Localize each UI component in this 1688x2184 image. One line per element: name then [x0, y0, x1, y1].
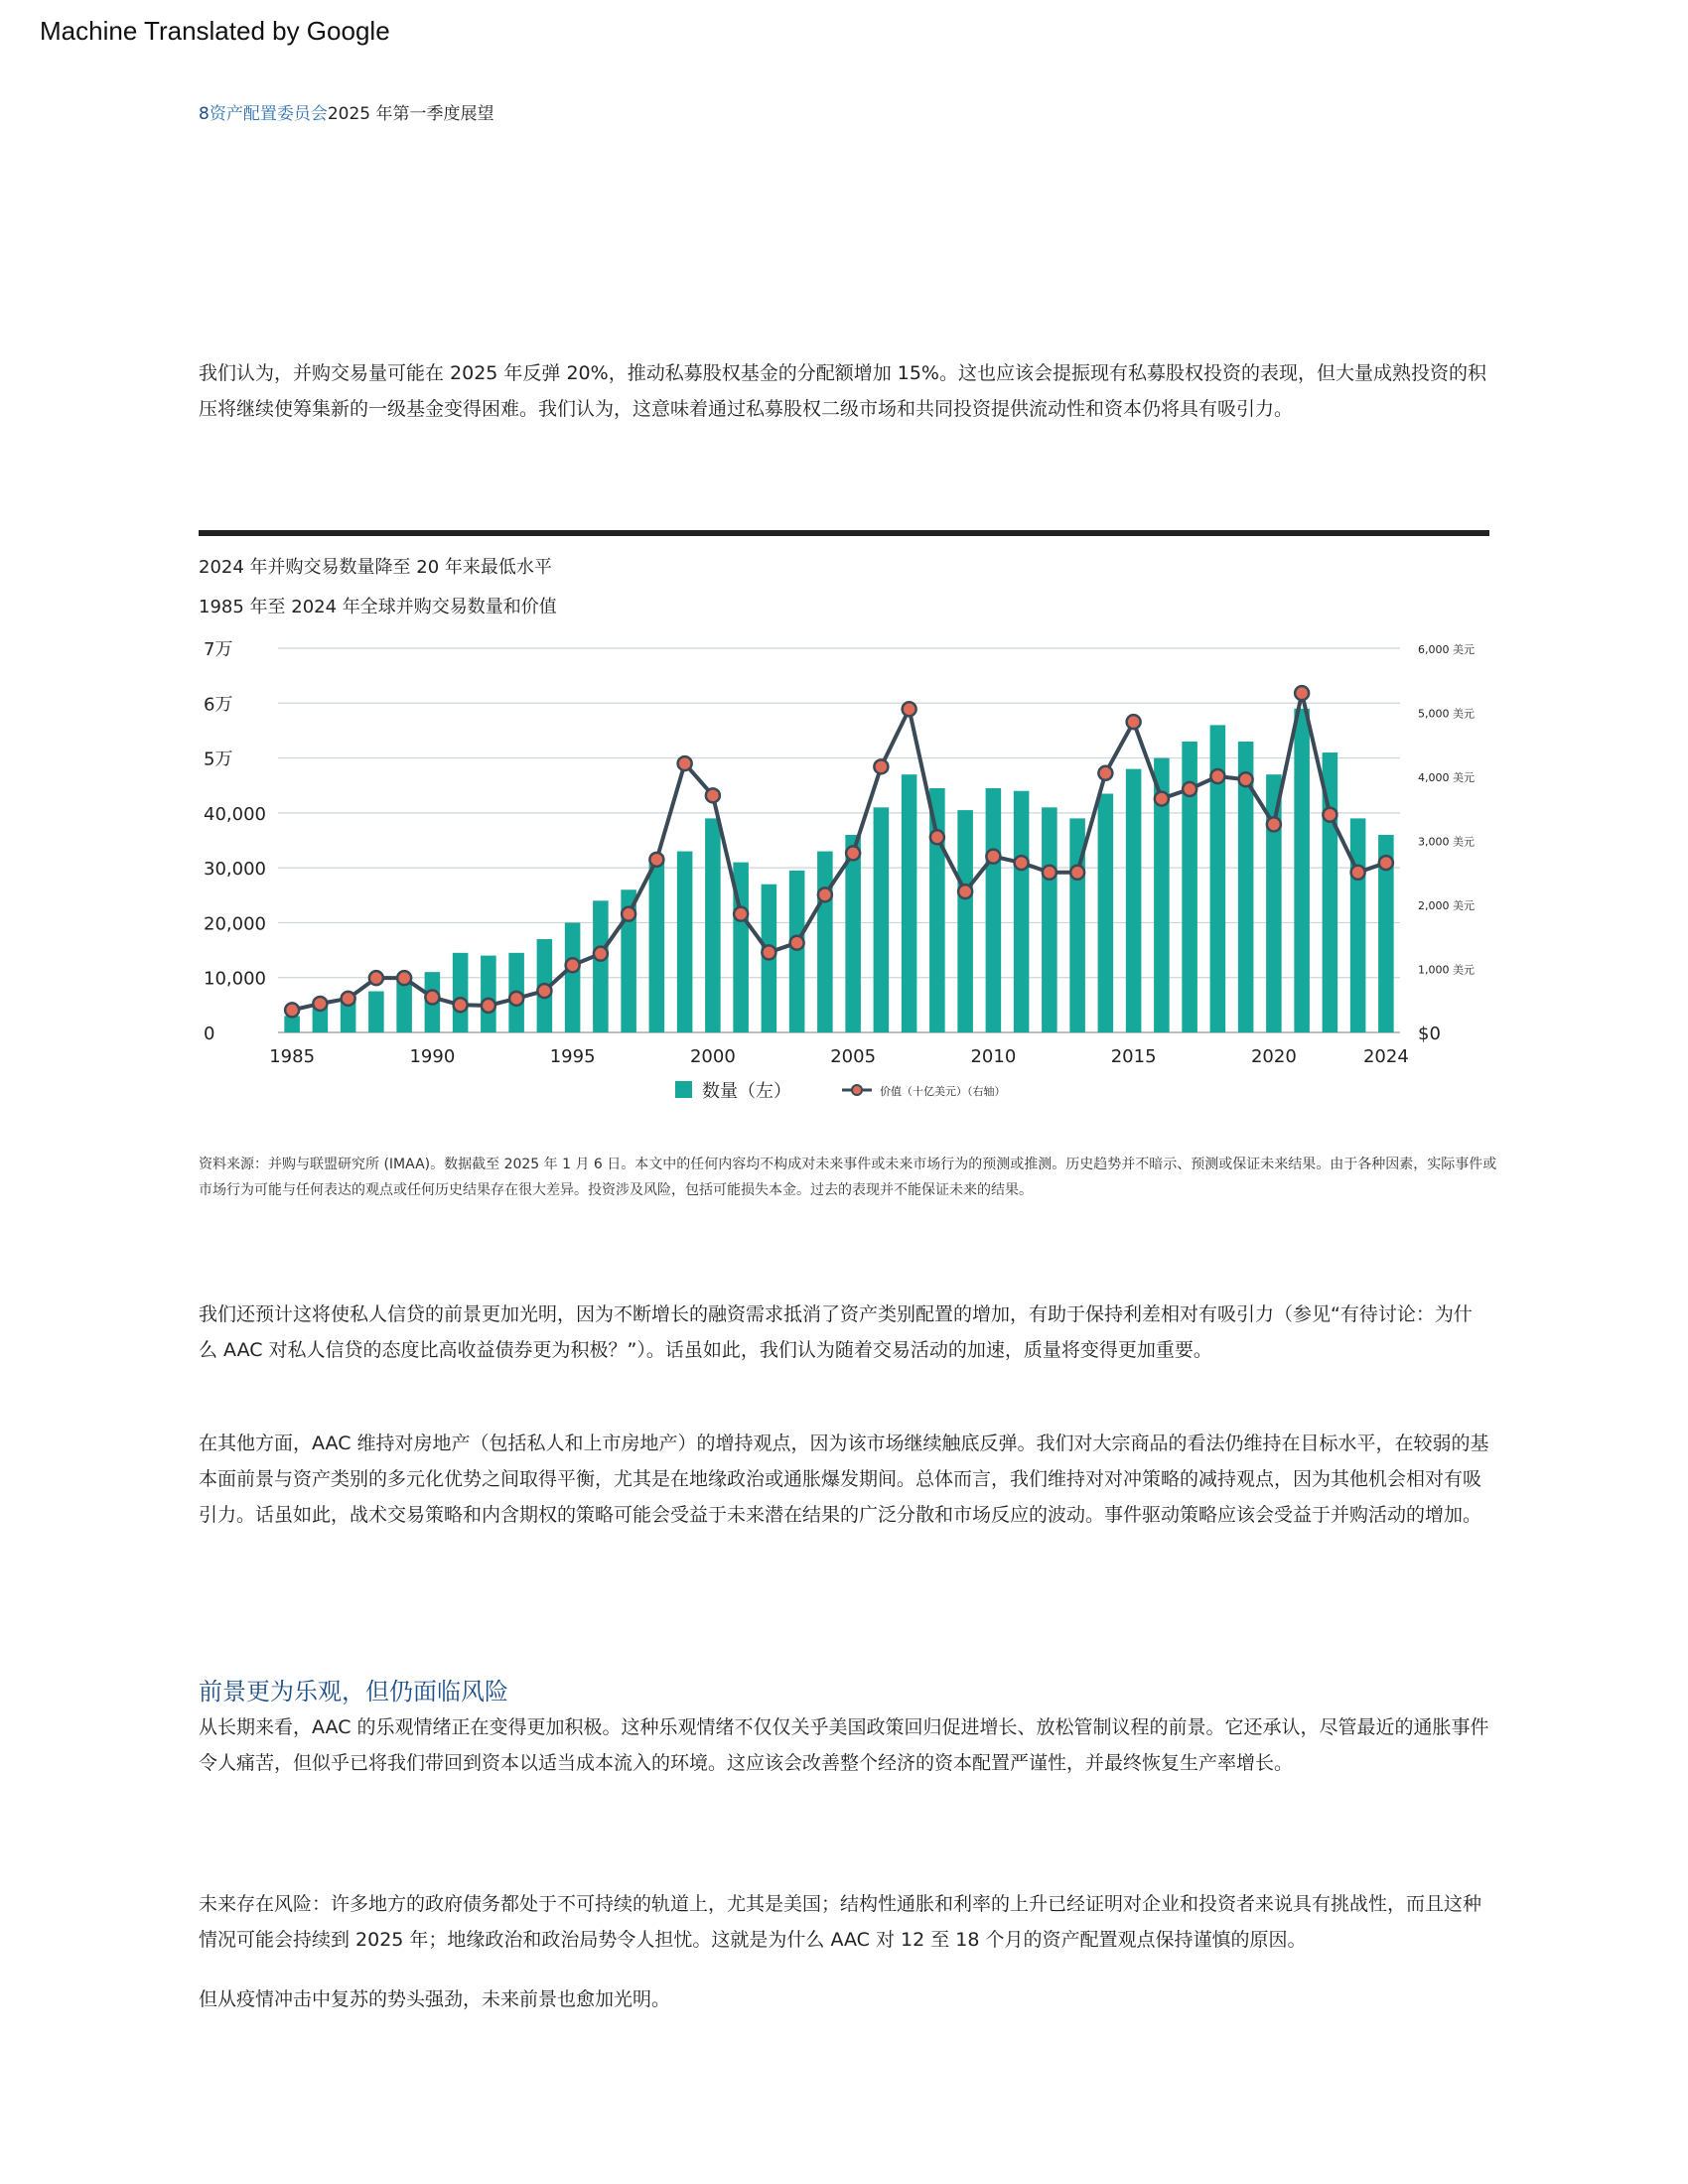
value-point-1998 [649, 853, 663, 867]
x-tick-label: 2010 [970, 1046, 1017, 1067]
value-point-2009 [958, 885, 972, 898]
value-point-1999 [678, 756, 692, 770]
bar-2014 [1098, 794, 1114, 1032]
chart-subtitle: 1985 年至 2024 年全球并购交易数量和价值 [199, 597, 557, 617]
value-point-2001 [734, 907, 748, 921]
bar-2003 [789, 871, 805, 1032]
bar-2020 [1266, 774, 1282, 1032]
bar-2013 [1069, 818, 1085, 1032]
value-point-2003 [790, 936, 804, 950]
value-point-2016 [1155, 792, 1169, 806]
machine-translation-banner: Machine Translated by Google [40, 16, 390, 46]
bar-2007 [902, 774, 917, 1032]
private-credit-paragraph: 我们还预计这将使私人信贷的前景更加光明，因为不断增长的融资需求抵消了资产类别配置的增加，有助于保持利差相对有吸引力（参见“有待讨论：为什么 AAC 对私人信贷的态度比高收益债券更为积极？”）。话虽如此，我们认为随着交易活动的加速，质量将变得更加重要。 [199, 1303, 1473, 1361]
bar-1991 [453, 953, 469, 1032]
right-tick-label: 3,000 美元 [1418, 835, 1475, 849]
value-point-2004 [818, 887, 832, 901]
value-point-2000 [706, 788, 720, 802]
value-point-1995 [566, 958, 580, 972]
value-point-1988 [369, 971, 383, 985]
left-tick-label: 10,000 [204, 968, 266, 990]
legend-line-marker [852, 1085, 862, 1095]
value-point-1997 [622, 907, 635, 921]
bar-2010 [986, 788, 1002, 1032]
bar-2001 [733, 863, 749, 1032]
value-point-2015 [1127, 715, 1141, 729]
value-point-1994 [537, 984, 551, 998]
bar-2000 [705, 818, 721, 1032]
bar-1998 [649, 863, 665, 1032]
header-title: 2025 年第一季度展望 [327, 104, 494, 124]
chart-title: 2024 年并购交易数量降至 20 年来最低水平 [199, 557, 552, 578]
bar-2004 [817, 852, 833, 1032]
bar-2024 [1378, 835, 1394, 1032]
value-point-2024 [1379, 856, 1393, 870]
value-point-1991 [454, 998, 468, 1012]
value-point-2020 [1267, 817, 1281, 831]
value-point-1987 [342, 992, 355, 1006]
bar-1992 [481, 956, 496, 1032]
left-tick-label: 20,000 [204, 913, 266, 935]
right-tick-label: 5,000 美元 [1418, 707, 1475, 721]
bar-1994 [537, 939, 553, 1032]
intro-paragraph: 我们认为，并购交易量可能在 2025 年反弹 20%，推动私募股权基金的分配额增加 15%。这也应该会提振现有私募股权投资的表现，但大量成熟投资的积压将继续使筹集新的一级基金变得困难。我们认为，这意味着通过私募股权二级市场和共同投资提供流动性和资本仍将具有吸引力。 [199, 362, 1486, 420]
bar-1996 [593, 900, 609, 1032]
bar-1997 [621, 889, 636, 1032]
bar-2012 [1042, 807, 1057, 1032]
value-point-2013 [1070, 866, 1084, 880]
bar-2008 [929, 788, 945, 1032]
value-point-2012 [1043, 866, 1056, 880]
left-tick-label: 7万 [204, 639, 233, 660]
x-tick-label: 2020 [1250, 1046, 1297, 1067]
section-heading: 前景更为乐观，但仍面临风险 [199, 1678, 508, 1706]
value-point-1990 [425, 991, 439, 1005]
page-number: 8 [199, 104, 210, 124]
left-tick-label: 30,000 [204, 859, 266, 881]
bar-1985 [284, 1016, 300, 1032]
value-point-2011 [1015, 856, 1029, 870]
left-tick-label: 40,000 [204, 803, 266, 825]
value-point-2010 [986, 850, 1000, 864]
bar-1995 [565, 922, 581, 1032]
bar-2005 [845, 835, 861, 1032]
bar-2019 [1238, 742, 1254, 1032]
bar-1988 [368, 992, 384, 1032]
x-tick-label: 1990 [409, 1046, 456, 1067]
x-tick-label: 1985 [269, 1046, 316, 1067]
bar-2009 [957, 810, 973, 1032]
bar-1999 [677, 852, 693, 1032]
bar-2021 [1294, 709, 1310, 1032]
bar-1987 [341, 1000, 356, 1032]
page-header [199, 99, 494, 124]
header-org: 资产配置委员会 [209, 104, 328, 124]
bar-2023 [1350, 818, 1366, 1032]
value-point-2017 [1183, 782, 1196, 796]
value-point-2023 [1351, 866, 1365, 880]
right-tick-label: $0 [1418, 1024, 1441, 1044]
bar-2016 [1154, 758, 1170, 1032]
value-point-2007 [903, 702, 916, 716]
bar-2015 [1126, 769, 1142, 1032]
value-point-1989 [397, 971, 411, 985]
value-point-2019 [1239, 772, 1253, 786]
right-tick-label: 4,000 美元 [1418, 771, 1475, 784]
value-point-2006 [874, 759, 888, 773]
section-divider [199, 530, 1489, 536]
value-point-2022 [1323, 808, 1336, 822]
x-tick-label: 2024 [1362, 1046, 1409, 1067]
long-term-paragraph: 从长期来看，AAC 的乐观情绪正在变得更加积极。这种乐观情绪不仅仅关乎美国政策回归促进增长、放松管制议程的前景。它还承认，尽管最近的通胀事件令人痛苦，但似乎已将我们带回到资本以适当成本流入的环境。这应该会改善整个经济的资本配置严谨性，并最终恢复生产率增长。 [199, 1716, 1489, 1774]
legend-line-label: 价值（十亿美元）（右轴） [880, 1085, 1006, 1098]
left-tick-label: 6万 [204, 694, 233, 716]
value-line [292, 693, 1386, 1010]
x-tick-label: 1995 [549, 1046, 596, 1067]
value-point-2008 [930, 830, 944, 844]
left-tick-label: 0 [204, 1024, 215, 1044]
bar-2011 [1014, 791, 1030, 1032]
other-assets-paragraph: 在其他方面，AAC 维持对房地产（包括私人和上市房地产）的增持观点，因为该市场继续触底反弹。我们对大宗商品的看法仍维持在目标水平，在较弱的基本面前景与资产类别的多元化优势之间取得平衡，尤其是在地缘政治或通胀爆发期间。总体而言，我们维持对对冲策略的减持观点，因为其他机会相对有吸引力。话虽如此，战术交易策略和内含期权的策略可能会受益于未来潜在结果的广泛分散和市场反应的波动。事件驱动策略应该会受益于并购活动的增加。 [199, 1433, 1489, 1526]
bar-2002 [762, 885, 777, 1032]
right-tick-label: 1,000 美元 [1418, 963, 1475, 977]
value-point-1993 [509, 992, 523, 1006]
value-point-2014 [1098, 766, 1112, 780]
bar-2018 [1210, 725, 1226, 1032]
value-point-2005 [846, 846, 860, 860]
bar-2017 [1182, 742, 1197, 1032]
x-tick-label: 2000 [689, 1046, 736, 1067]
value-point-1992 [482, 999, 495, 1013]
value-point-1986 [313, 997, 327, 1011]
bar-1986 [313, 1005, 329, 1032]
risks-paragraph: 未来存在风险：许多地方的政府债务都处于不可持续的轨道上，尤其是美国；结构性通胀和利率的上升已经证明对企业和投资者来说具有挑战性，而且这种情况可能会持续到 2025 年；地缘政治和政治局势令人担忧。这就是为什么 AAC 对 12 至 18 个月的资产配置观点保持谨慎的原因。 [199, 1893, 1482, 1951]
bar-2022 [1323, 752, 1338, 1032]
bar-1993 [508, 953, 524, 1032]
bar-1989 [396, 978, 412, 1032]
right-tick-label: 2,000 美元 [1418, 899, 1475, 912]
x-tick-label: 2015 [1110, 1046, 1157, 1067]
closing-paragraph: 但从疫情冲击中复苏的势头强劲，未来前景也愈加光明。 [199, 1988, 671, 2010]
right-tick-label: 6,000 美元 [1418, 643, 1475, 656]
source-note: 资料来源：并购与联盟研究所 (IMAA)。数据截至 2025 年 1 月 6 日。本文中的任何内容均不构成对未来事件或未来市场行为的预测或推测。历史趋势并不暗示、预测或保证未来结果。由于各种因素，实际事件或市场行为可能与任何表达的观点或任何历史结果存在很大差异。投资涉及风险，包括可能损失本金。过去的表现并不能保证未来的结果。 [199, 1157, 1497, 1198]
legend-bar-swatch [675, 1081, 692, 1098]
bar-2006 [874, 807, 890, 1032]
value-point-1996 [594, 947, 608, 961]
x-tick-label: 2005 [830, 1046, 877, 1067]
value-point-2018 [1210, 769, 1224, 783]
left-tick-label: 5万 [204, 749, 233, 770]
bar-1990 [425, 972, 441, 1032]
value-point-1985 [285, 1003, 299, 1017]
value-point-2002 [762, 945, 775, 959]
legend-bar-label: 数量（左） [702, 1081, 791, 1102]
value-point-2021 [1295, 686, 1309, 700]
